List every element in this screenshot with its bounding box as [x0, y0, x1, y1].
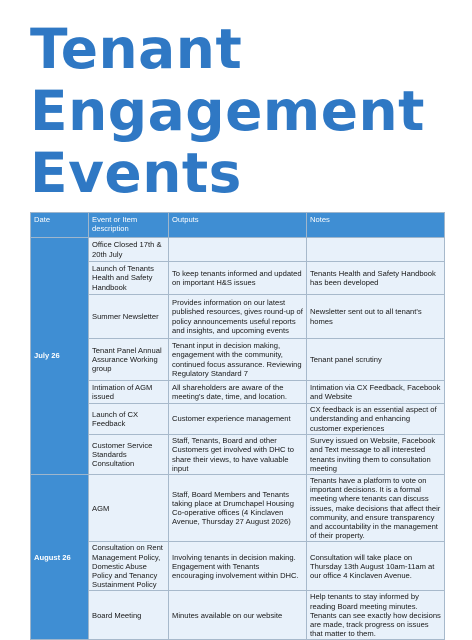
event-cell: Launch of Tenants Health and Safety Handbook: [89, 262, 169, 295]
event-cell: Board Meeting: [89, 591, 169, 640]
event-cell: Intimation of AGM issued: [89, 381, 169, 404]
event-cell: Office Closed 17th & 20th July: [89, 238, 169, 262]
table-row: [31, 404, 445, 435]
table-row: [31, 591, 445, 640]
table-row: [31, 262, 445, 295]
table-row: [31, 542, 445, 591]
table-row: [31, 238, 445, 262]
event-cell: Launch of CX Feedback: [89, 404, 169, 435]
table-row: [31, 339, 445, 381]
outputs-cell: Customer experience management: [169, 404, 307, 435]
outputs-cell: Tenant input in decision making, engagement with the community, continued focus assurance. Reviewing Regulatory Standard 7: [169, 339, 307, 381]
table-row: [31, 475, 445, 542]
date-july: July 26: [31, 238, 89, 475]
table-header-row: [31, 213, 445, 238]
notes-cell: Help tenants to stay informed by reading Board meeting minutes. Tenants can see exactly how decisions are made, track progress on issues that matter to them.: [307, 591, 445, 640]
events-table-container: [30, 212, 444, 640]
event-cell: Tenant Panel Annual Assurance Working group: [89, 339, 169, 381]
notes-cell: Tenants have a platform to vote on important decisions. It is a formal meeting where tenants can discuss issues, make decisions that affect their community, and ensure transparency and accountability in the management of their property.: [307, 475, 445, 542]
outputs-cell: Staff, Board Members and Tenants taking place at Drumchapel Housing Co-operative offices (4 Kinclaven Avenue, Thursday 27 August 2026): [169, 475, 307, 542]
outputs-cell: To keep tenants informed and updated on important H&S issues: [169, 262, 307, 295]
title-line-3: Events: [30, 141, 242, 205]
notes-cell: Survey issued on Website, Facebook and Text message to all interested tenants inviting them to consultation meeting: [307, 435, 445, 475]
notes-cell: [307, 238, 445, 262]
title-line-2: Engagement: [30, 79, 425, 143]
outputs-cell: Provides information on our latest published resources, gives round-up of policy announcements useful reports and insights, and upcoming events: [169, 295, 307, 339]
events-table: [30, 212, 445, 640]
event-cell: AGM: [89, 475, 169, 542]
header-event: Event or Item description: [89, 213, 169, 238]
outputs-cell: Staff, Tenants, Board and other Customers get involved with DHC to share their views, to have valuable input: [169, 435, 307, 475]
event-cell: Customer Service Standards Consultation: [89, 435, 169, 475]
page-title: [30, 18, 425, 204]
header-outputs: Outputs: [169, 213, 307, 238]
outputs-cell: Involving tenants in decision making. Engagement with Tenants encouraging involvement within DHC.: [169, 542, 307, 591]
outputs-cell: [169, 238, 307, 262]
notes-cell: Tenant panel scrutiny: [307, 339, 445, 381]
notes-cell: Tenants Health and Safety Handbook has been developed: [307, 262, 445, 295]
event-cell: Consultation on Rent Management Policy, Domestic Abuse Policy and Tenancy Sustainment Policy: [89, 542, 169, 591]
event-cell: Summer Newsletter: [89, 295, 169, 339]
notes-cell: Intimation via CX Feedback, Facebook and Website: [307, 381, 445, 404]
notes-cell: Consultation will take place on Thursday 13th August 10am-11am at our office 4 Kinclaven Avenue.: [307, 542, 445, 591]
header-notes: Notes: [307, 213, 445, 238]
notes-cell: Newsletter sent out to all tenant's homes: [307, 295, 445, 339]
table-row: [31, 435, 445, 475]
outputs-cell: Minutes available on our website: [169, 591, 307, 640]
date-august: August 26: [31, 475, 89, 640]
table-row: [31, 381, 445, 404]
title-line-1: Tenant: [30, 17, 243, 81]
table-row: [31, 295, 445, 339]
outputs-cell: All shareholders are aware of the meeting's date, time, and location.: [169, 381, 307, 404]
notes-cell: CX feedback is an essential aspect of understanding and enhancing customer experiences: [307, 404, 445, 435]
header-date: Date: [31, 213, 89, 238]
